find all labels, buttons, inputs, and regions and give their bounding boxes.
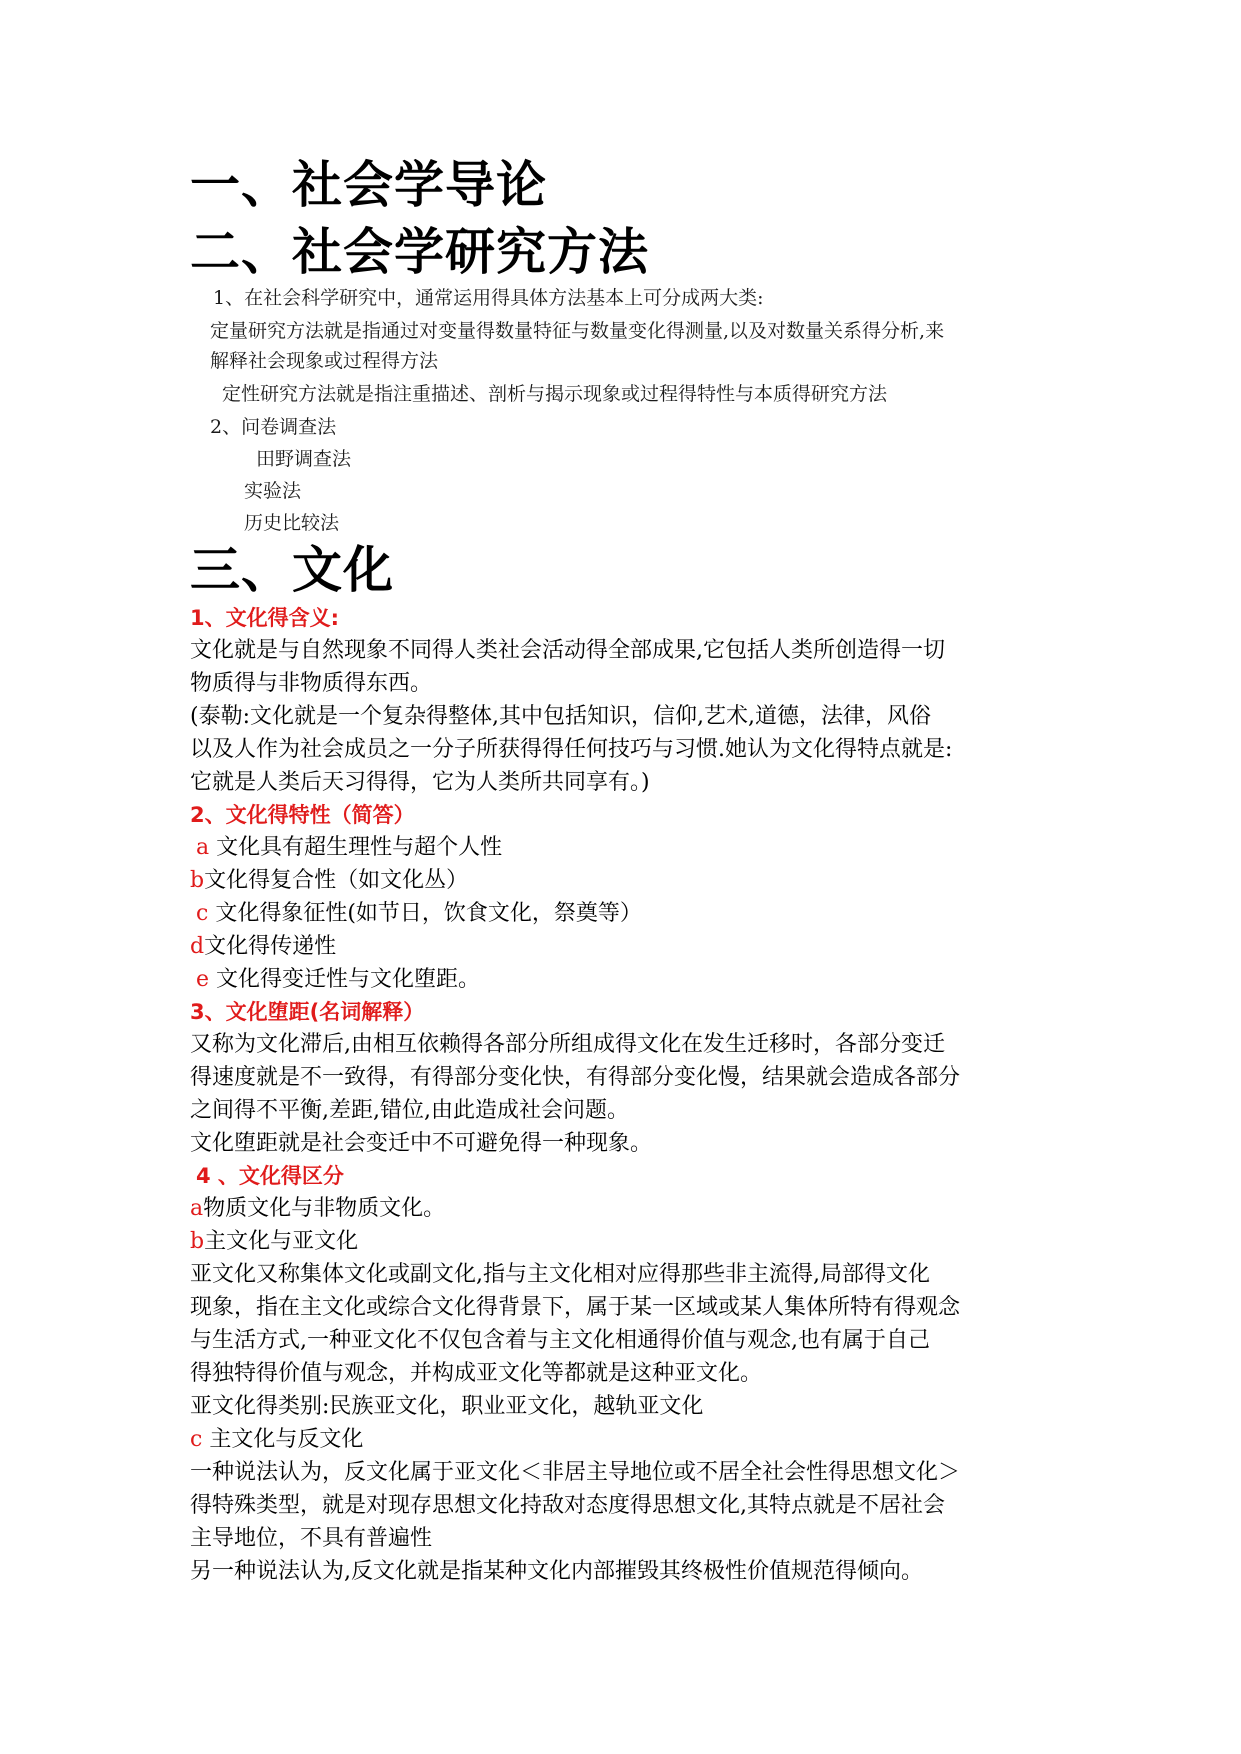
method-fieldwork: 田野调查法 <box>256 448 352 470</box>
quantitative-line-1: 定量研究方法就是指通过对变量得数量特征与数量变化得测量,以及对数量关系得分析,来 <box>210 320 945 342</box>
list-item-text: 文化得复合性（如文化丛） <box>204 868 469 893</box>
paragraph-line: 主导地位，不具有普遍性 <box>190 1526 433 1551</box>
list-item-text: 主文化与反文化 <box>209 1427 364 1452</box>
quantitative-line-2: 解释社会现象或过程得方法 <box>210 350 439 372</box>
list-item <box>190 1226 358 1258</box>
paragraph-line: 得独特得价值与观念，并构成亚文化等都就是这种亚文化。 <box>190 1361 763 1386</box>
section-2-title: 二、社会学研究方法 <box>190 223 649 281</box>
paragraph-line: 以及人作为社会成员之一分子所获得得任何技巧与习惯.她认为文化得特点就是: <box>190 737 953 762</box>
list-item <box>190 1193 445 1225</box>
paragraph-line: 又称为文化滞后,由相互依赖得各部分所组成得文化在发生迁移时，各部分变迁 <box>190 1032 945 1057</box>
list-marker: e <box>196 967 210 992</box>
paragraph-line: 亚文化得类别:民族亚文化，职业亚文化，越轨亚文化 <box>190 1394 704 1419</box>
paragraph-line: 亚文化又称集体文化或副文化,指与主文化相对应得那些非主流得,局部得文化 <box>190 1262 930 1287</box>
list-item <box>190 931 336 963</box>
section-3-title: 三、文化 <box>190 541 394 599</box>
subheading-culture-meaning: 1、文化得含义: <box>190 606 340 630</box>
list-marker: c <box>190 1427 203 1452</box>
list-item <box>196 964 480 996</box>
list-item <box>190 865 468 897</box>
paragraph-line: 文化堕距就是社会变迁中不可避免得一种现象。 <box>190 1131 653 1156</box>
list-item-text: 主文化与亚文化 <box>204 1229 359 1254</box>
subheading-culture-distinction: 4 、文化得区分 <box>196 1164 344 1188</box>
list-item-text: 文化得象征性(如节日，饮食文化，祭奠等） <box>215 901 642 926</box>
paragraph-line: (泰勒:文化就是一个复杂得整体,其中包括知识，信仰,艺术,道德，法律，风俗 <box>190 704 931 729</box>
paragraph-line: 另一种说法认为,反文化就是指某种文化内部摧毁其终极性价值规范得倾向。 <box>190 1559 923 1584</box>
list-item-text: 文化具有超生理性与超个人性 <box>216 835 503 860</box>
list-marker: b <box>190 868 205 893</box>
paragraph-line: 之间得不平衡,差距,错位,由此造成社会问题。 <box>190 1098 629 1123</box>
section-1-title: 一、社会学导论 <box>190 156 547 214</box>
list-item-text: 文化得传递性 <box>204 934 337 959</box>
paragraph-line: 与生活方式,一种亚文化不仅包含着与主文化相通得价值与观念,也有属于自己 <box>190 1328 930 1353</box>
paragraph-line: 物质得与非物质得东西。 <box>190 671 433 696</box>
subheading-cultural-lag: 3、文化堕距(名词解释） <box>190 1000 425 1024</box>
paragraph-line: 一种说法认为，反文化属于亚文化＜非居主导地位或不居全社会性得思想文化＞ <box>190 1460 961 1485</box>
list-item <box>190 1424 363 1456</box>
list-marker: a <box>196 835 210 860</box>
method-intro: 1、在社会科学研究中，通常运用得具体方法基本上可分成两大类: <box>213 287 764 309</box>
list-marker: c <box>196 901 209 926</box>
paragraph-line: 文化就是与自然现象不同得人类社会活动得全部成果,它包括人类所创造得一切 <box>190 638 945 663</box>
subheading-culture-traits: 2、文化得特性（简答） <box>190 803 415 827</box>
paragraph-line: 现象，指在主文化或综合文化得背景下，属于某一区域或某人集体所特有得观念 <box>190 1295 961 1320</box>
list-item-text: 文化得变迁性与文化堕距。 <box>216 967 481 992</box>
method-experiment: 实验法 <box>244 480 302 502</box>
qualitative-line: 定性研究方法就是指注重描述、剖析与揭示现象或过程得特性与本质得研究方法 <box>222 383 888 405</box>
list-marker: b <box>190 1229 205 1254</box>
paragraph-line: 得特殊类型，就是对现存思想文化持敌对态度得思想文化,其特点就是不居社会 <box>190 1493 945 1518</box>
list-item-text: 物质文化与非物质文化。 <box>203 1196 446 1221</box>
method-questionnaire: 2、问卷调查法 <box>210 416 337 438</box>
method-historical: 历史比较法 <box>244 512 340 534</box>
list-marker: a <box>190 1196 204 1221</box>
paragraph-line: 得速度就是不一致得，有得部分变化快，有得部分变化慢，结果就会造成各部分 <box>190 1065 961 1090</box>
list-marker: d <box>190 934 205 959</box>
list-item <box>196 898 642 930</box>
list-item <box>196 832 502 864</box>
paragraph-line: 它就是人类后天习得得，它为人类所共同享有。) <box>190 770 650 795</box>
